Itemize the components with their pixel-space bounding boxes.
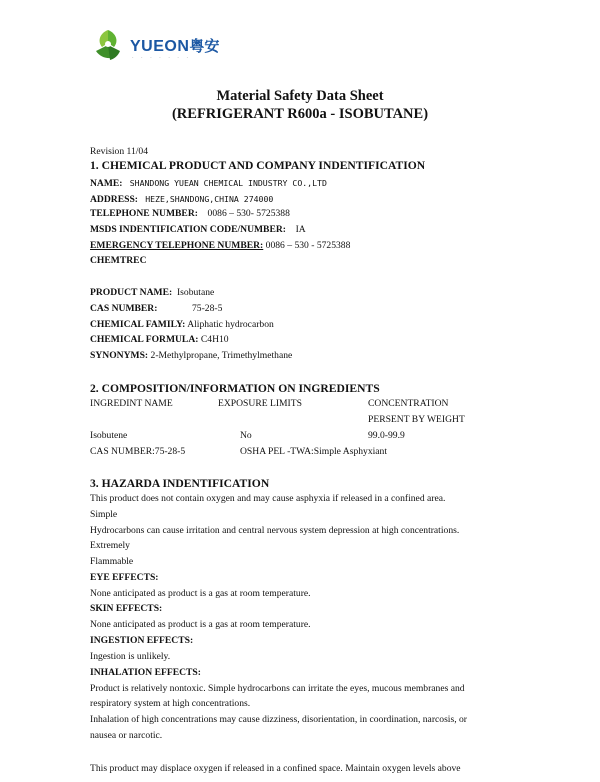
hazard-extremely: Extremely — [90, 540, 130, 551]
table-cell-cas: CAS NUMBER:75-28-5 — [90, 446, 186, 457]
skin-effects-label: SKIN EFFECTS: — [90, 603, 163, 614]
inhalation-text-4: nausea or narcotic. — [90, 730, 163, 741]
hazard-flammable: Flammable — [90, 556, 134, 567]
brand-subtitle: · · · · · · · — [132, 55, 191, 61]
ingestion-effects-label: INGESTION EFFECTS: — [90, 635, 194, 646]
ingestion-effects-text: Ingestion is unlikely. — [90, 651, 171, 662]
document-subtitle: (REFRIGERANT R600a - ISOBUTANE) — [171, 106, 429, 122]
inhalation-effects-label: INHALATION EFFECTS: — [90, 667, 201, 678]
table-header-percent: PERSENT BY WEIGHT — [368, 414, 465, 425]
brand-name: YUEON粤安 — [130, 38, 220, 55]
revision: Revision 11/04 — [90, 146, 149, 157]
chemical-formula-line: CHEMICAL FORMULA: C4H10 — [90, 334, 229, 345]
product-name-line: PRODUCT NAME: Isobutane — [90, 287, 215, 298]
chemtrec: CHEMTREC — [90, 255, 147, 266]
section-2-heading: 2. COMPOSITION/INFORMATION ON INGREDIENTS — [90, 382, 380, 395]
inhalation-text-1: Product is relatively nontoxic. Simple hydrocarbons can irritate the eyes, mucous membranes and — [90, 683, 465, 694]
cas-number-line: CAS NUMBER: — [90, 303, 158, 314]
address-line: ADDRESS: HEZE,SHANDONG,CHINA 274000 — [90, 194, 274, 205]
msds-code-line: MSDS INDENTIFICATION CODE/NUMBER: IA — [90, 224, 306, 235]
table-cell-concentration: 99.0-99.9 — [368, 430, 405, 441]
hazard-hydrocarbons: Hydrocarbons can cause irritation and central nervous system depression at high concentrations. — [90, 525, 460, 536]
table-header-exposure: EXPOSURE LIMITS — [218, 398, 302, 409]
cas-number-value: 75-28-5 — [192, 303, 223, 314]
section-3-heading: 3. HAZARDA INDENTIFICATION — [90, 477, 270, 490]
telephone-line: TELEPHONE NUMBER: 0086 – 530- 5725388 — [90, 208, 290, 219]
document-title: Material Safety Data Sheet — [216, 88, 384, 104]
hazard-paragraph: This product does not contain oxygen and may cause asphyxia if released in a confined area. — [90, 493, 446, 504]
chemical-family-line: CHEMICAL FAMILY: Aliphatic hydrocarbon — [90, 319, 274, 330]
table-header-concentration: CONCENTRATION — [368, 398, 449, 409]
table-header-ingredient: INGREDINT NAME — [90, 398, 173, 409]
oxygen-displacement-text: This product may displace oxygen if released in a confined space. Maintain oxygen levels above — [90, 763, 461, 774]
synonyms-line: SYNONYMS: 2-Methylpropane, Trimethylmethane — [90, 350, 293, 361]
eye-effects-text: None anticipated as product is a gas at room temperature. — [90, 588, 311, 599]
table-cell-osha: OSHA PEL -TWA:Simple Asphyxiant — [240, 446, 388, 457]
section-1-heading: 1. CHEMICAL PRODUCT AND COMPANY INDENTIFICATION — [90, 159, 426, 172]
inhalation-text-3: Inhalation of high concentrations may cause dizziness, disorientation, in coordination, narcosis, or — [90, 714, 467, 725]
emergency-telephone-line: EMERGENCY TELEPHONE NUMBER: 0086 – 530 - 5725388 — [90, 240, 351, 251]
inhalation-text-2: respiratory system at high concentrations. — [90, 698, 251, 709]
table-cell-ingredient: Isobutene — [90, 430, 128, 441]
eye-effects-label: EYE EFFECTS: — [90, 572, 159, 583]
leaf-logo-icon — [90, 27, 126, 63]
hazard-simple: Simple — [90, 509, 118, 520]
skin-effects-text: None anticipated as product is a gas at room temperature. — [90, 619, 311, 630]
name-line: NAME: SHANDONG YUEAN CHEMICAL INDUSTRY CO.,LTD — [90, 178, 327, 189]
table-cell-limits: No — [240, 430, 252, 441]
